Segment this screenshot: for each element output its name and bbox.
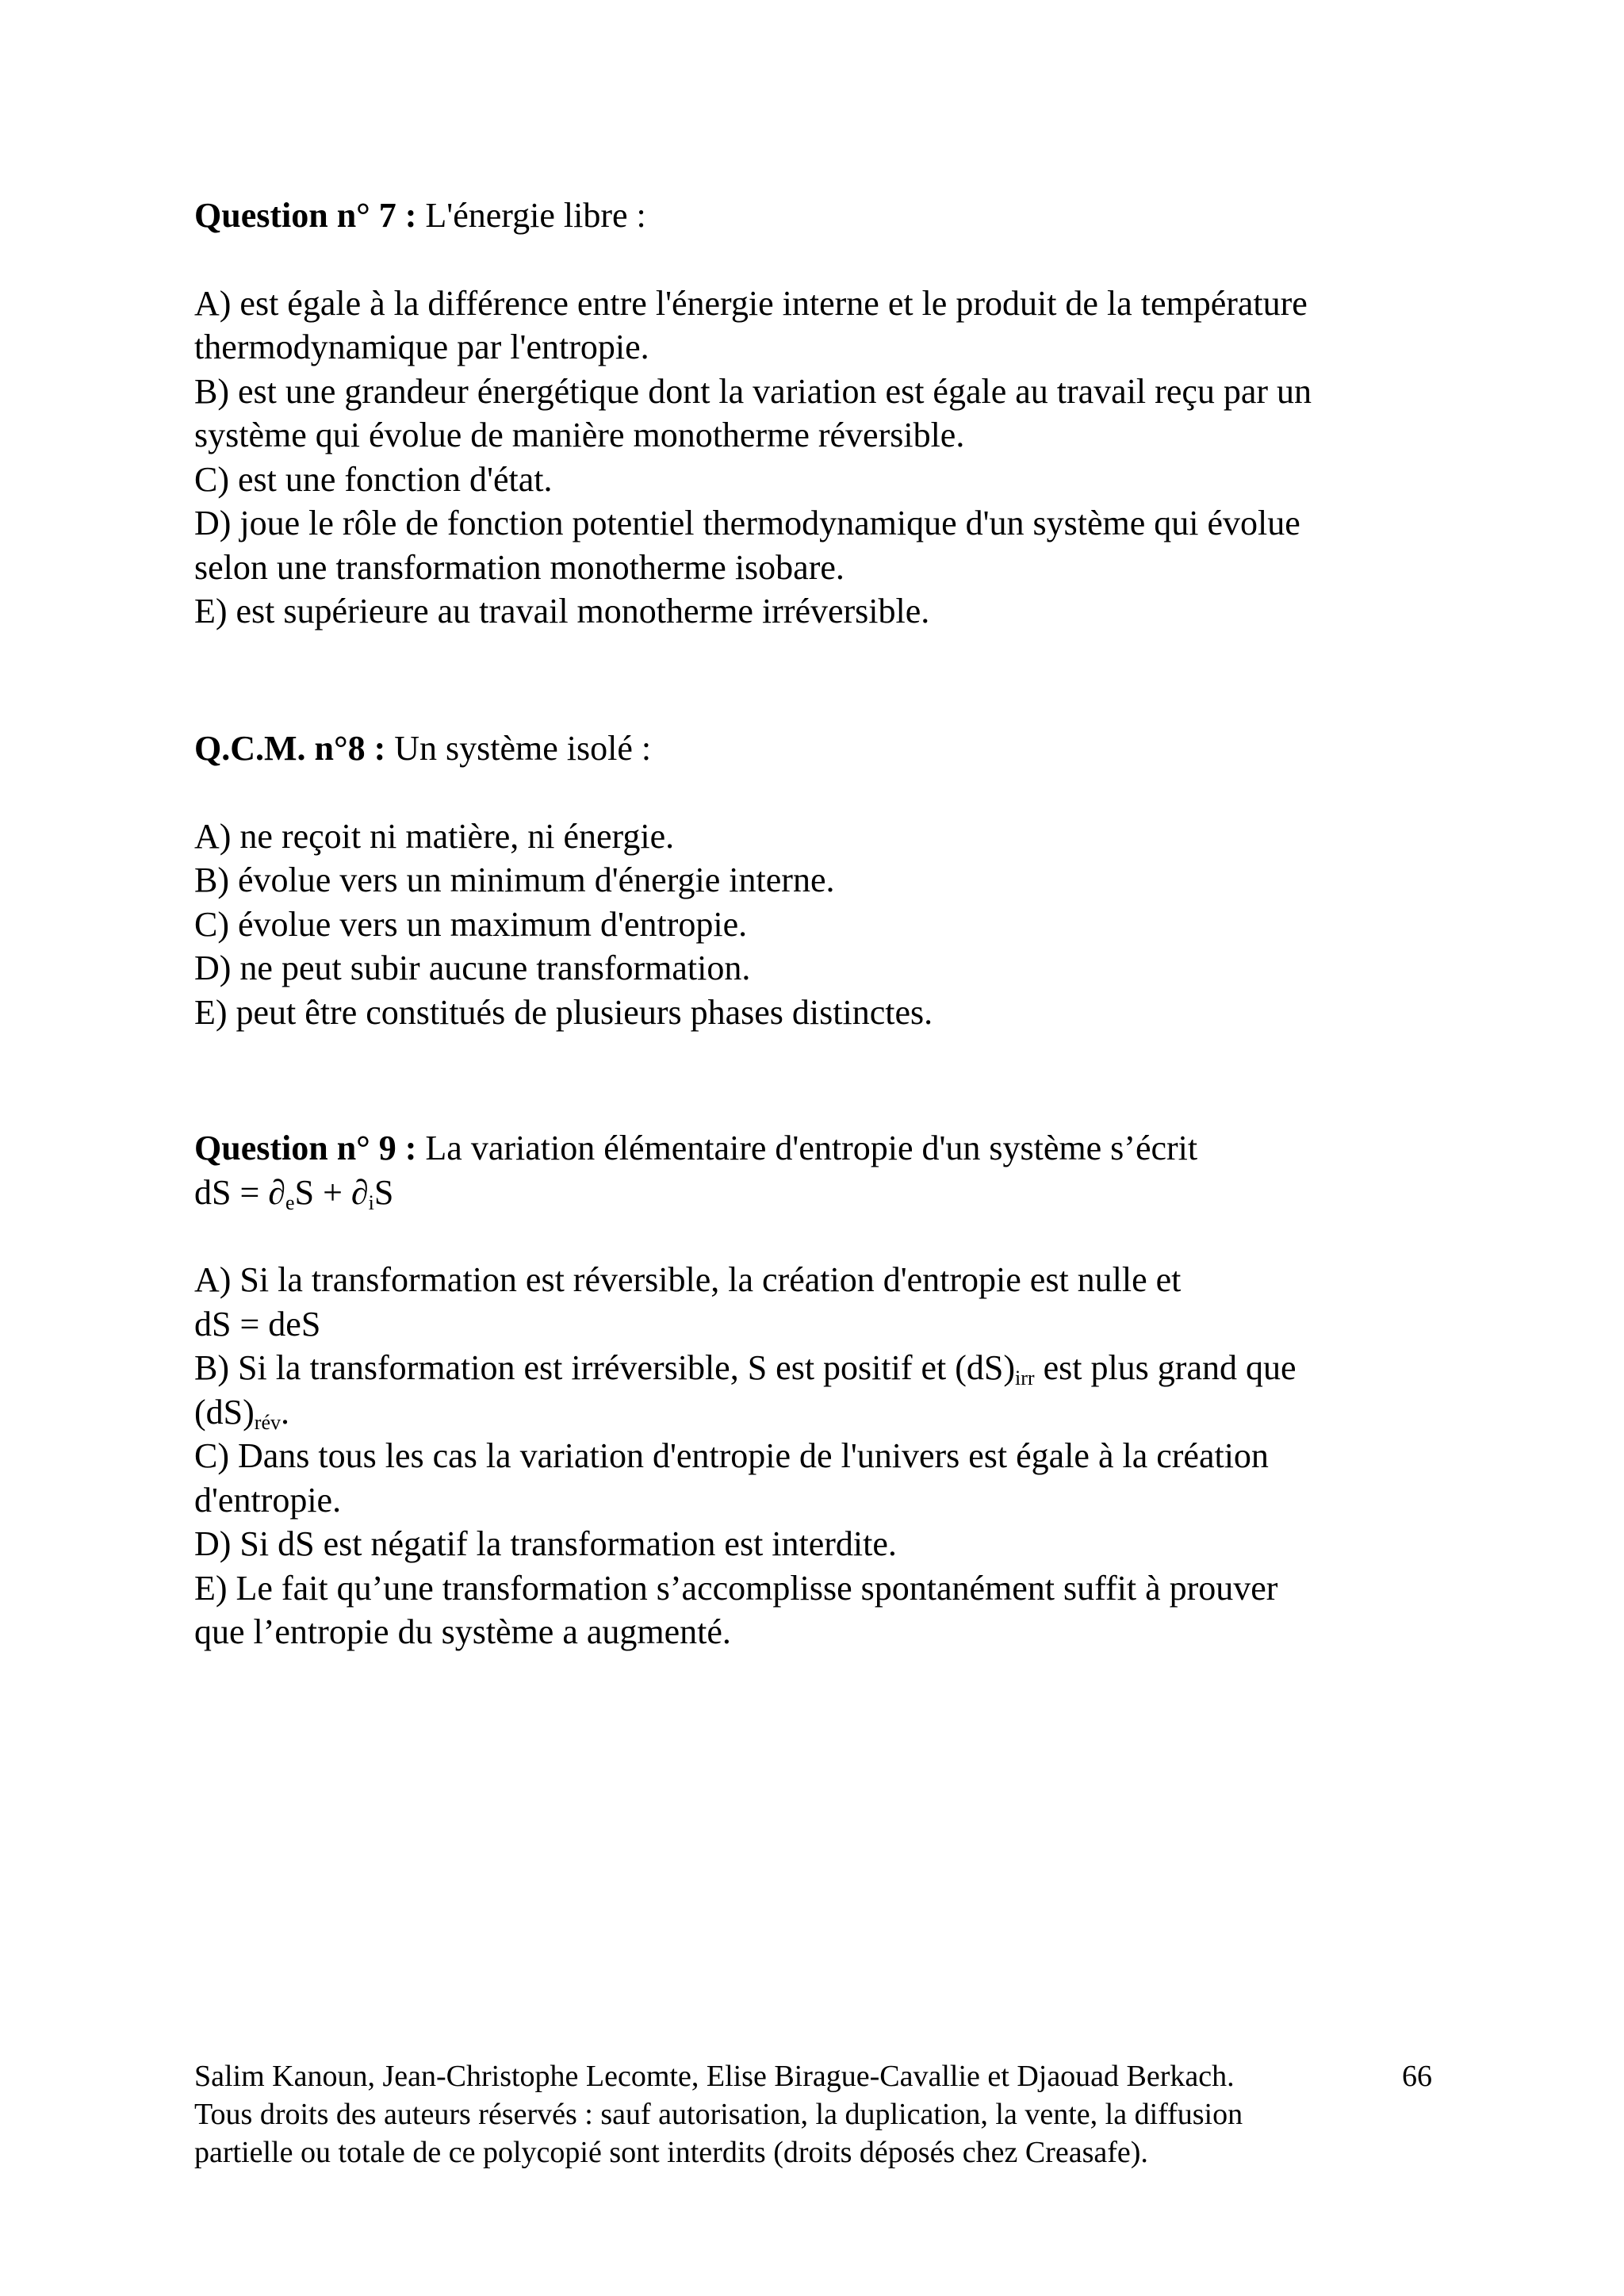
question-9-heading [194, 1126, 1471, 1171]
question-7-heading [194, 194, 1471, 238]
formula-mid: S + [294, 1172, 351, 1212]
formula-end: S [373, 1172, 394, 1212]
subscript-irr: irr [1015, 1366, 1035, 1389]
q8-option-b: B) évolue vers un minimum d'énergie interne. [194, 861, 835, 899]
formula-subscript-e: e [285, 1190, 295, 1214]
partial-symbol: ∂ [350, 1172, 369, 1212]
question-8-title: Un système isolé : [385, 729, 652, 768]
q9-option-b-ds: (dS) [194, 1392, 255, 1432]
question-8 [194, 726, 1471, 1034]
q8-option-e: E) peut être constitués de plusieurs phases distinctes. [194, 992, 933, 1032]
question-7-title: L'énergie libre : [416, 196, 646, 235]
q9-option-b-text: B) Si la transformation est irréversible, S est positif et (dS) [194, 1348, 1016, 1387]
question-7-label: Question n° 7 : [194, 196, 417, 235]
q7-option-b-line-1: B) est une grandeur énergétique dont la variation est égale au travail reçu par un [194, 371, 1312, 411]
q9-option-c-line-1: C) Dans tous les cas la variation d'entropie de l'univers est égale à la création [194, 1436, 1269, 1475]
footer-authors: Salim Kanoun, Jean-Christophe Lecomte, Elise Birague-Cavallie et Djaouad Berkach. [194, 2060, 1235, 2093]
q9-option-b-line-2 [194, 1390, 1471, 1435]
question-7 [194, 194, 1471, 634]
q7-option-b-line-2: système qui évolue de manière monotherme réversible. [194, 416, 965, 454]
question-8-heading [194, 726, 1471, 771]
q8-option-d: D) ne peut subir aucune transformation. [194, 949, 751, 987]
question-8-options [194, 815, 1471, 1035]
q9-option-e-line-2: que l’entropie du système a augmenté. [194, 1612, 731, 1651]
q9-option-d: D) Si dS est négatif la transformation est interdite. [194, 1524, 897, 1563]
q9-option-a-line-1: A) Si la transformation est réversible, la création d'entropie est nulle et [194, 1260, 1182, 1299]
q7-option-c: C) est une fonction d'état. [194, 459, 553, 499]
footer-rights-line-2: partielle ou totale de ce polycopié sont interdits (droits déposés chez Creasafe). [194, 2136, 1148, 2169]
question-9 [194, 1126, 1471, 1654]
question-9-title: La variation élémentaire d'entropie d'un système s’écrit [416, 1129, 1198, 1167]
q7-option-d-line-2: selon une transformation monotherme isobare. [194, 547, 845, 587]
q9-option-c-line-2: d'entropie. [194, 1480, 342, 1520]
formula-lhs: dS = [194, 1172, 269, 1212]
q7-option-a-line-1: A) est égale à la différence entre l'énergie interne et le produit de la température [194, 283, 1308, 323]
partial-symbol: ∂ [268, 1172, 286, 1212]
question-9-options [194, 1258, 1471, 1654]
entropy-formula [194, 1171, 1471, 1215]
page-number: 66 [1402, 2060, 1432, 2093]
question-8-label: Q.C.M. n°8 : [194, 729, 386, 768]
q8-option-a: A) ne reçoit ni matière, ni énergie. [194, 816, 675, 856]
footer-rights-line-1: Tous droits des auteurs réservés : sauf autorisation, la duplication, la vente, la diffusion [194, 2098, 1243, 2131]
q7-option-e: E) est supérieure au travail monotherme irréversible. [194, 592, 930, 631]
q9-option-b-line-1 [194, 1346, 1471, 1390]
page-footer [194, 2057, 1463, 2171]
question-9-label: Question n° 9 : [194, 1129, 417, 1167]
q9-option-b-period: . [280, 1392, 289, 1432]
subscript-rev: rév [254, 1410, 281, 1434]
q7-option-a-line-2: thermodynamique par l'entropie. [194, 328, 649, 366]
formula-subscript-i: i [368, 1190, 374, 1214]
q9-option-a-line-2: dS = deS [194, 1304, 321, 1343]
q8-option-c: C) évolue vers un maximum d'entropie. [194, 904, 748, 944]
question-7-options [194, 282, 1471, 634]
q9-option-e-line-1: E) Le fait qu’une transformation s’accomplisse spontanément suffit à prouver [194, 1568, 1278, 1608]
q9-option-b-text-end: est plus grand que [1034, 1348, 1297, 1387]
q7-option-d-line-1: D) joue le rôle de fonction potentiel thermodynamique d'un système qui évolue [194, 504, 1300, 542]
